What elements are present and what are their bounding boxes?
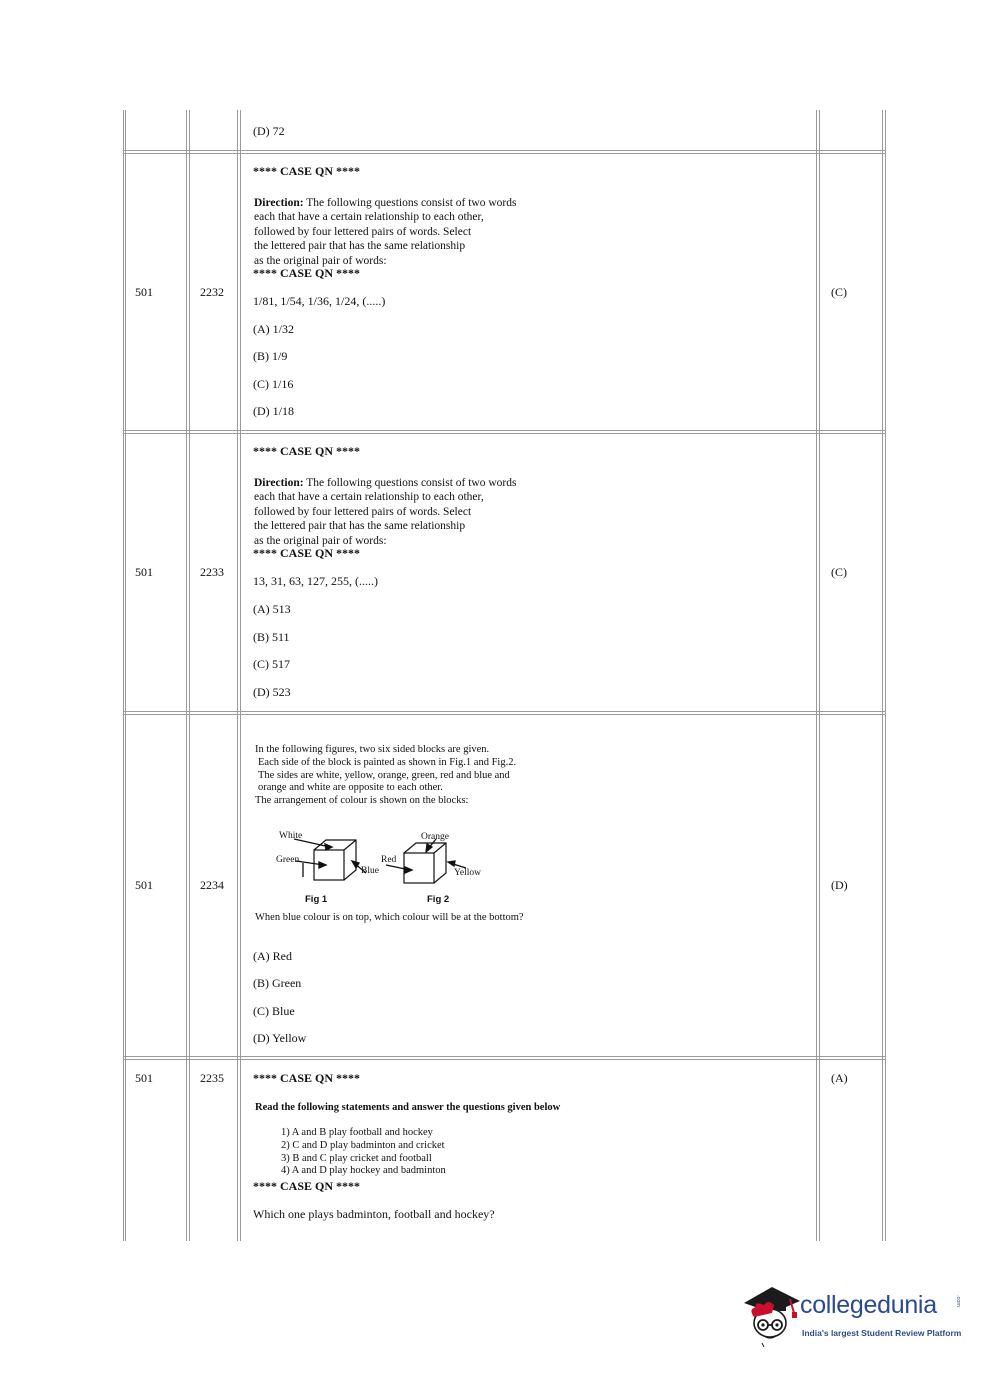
table-border (125, 110, 126, 1241)
table-border (186, 110, 187, 1241)
direction-line: as the original pair of words: (254, 534, 387, 547)
logo-tagline: India's largest Student Review Platform (802, 1328, 962, 1338)
answer-key: (C) (831, 285, 847, 299)
collegedunia-logo[interactable] (742, 1283, 972, 1353)
label-white: White (279, 831, 303, 841)
direction-block (254, 476, 516, 548)
logo-suffix: .com (955, 1295, 961, 1307)
direction-line: the lettered pair that has the same relationship (254, 520, 466, 533)
direction-line: The following questions consist of two words (303, 197, 517, 209)
label-red: Red (381, 855, 397, 865)
intro-line: The arrangement of colour is shown on the blocks: (255, 795, 469, 807)
question-number: 2233 (200, 565, 224, 579)
option-c: (C) 1/16 (253, 377, 294, 391)
case-header: **** CASE QN **** (253, 1071, 361, 1085)
answer-key: (A) (831, 1071, 848, 1085)
answer-key: (C) (831, 565, 847, 579)
logo-wordmark: collegedunia (800, 1291, 937, 1319)
statement: 2) C and D play badminton and cricket (281, 1139, 445, 1151)
option-a: (A) 1/32 (253, 322, 294, 336)
question-text: 13, 31, 63, 127, 255, (.....) (253, 574, 378, 588)
direction-label: Direction: (254, 477, 304, 489)
table-border (123, 714, 886, 715)
table-border (816, 110, 817, 1241)
direction-line: followed by four lettered pairs of words. Select (254, 505, 472, 518)
figure-intro (255, 744, 516, 808)
answer-key: (D) (831, 878, 848, 892)
paper-code: 501 (135, 878, 153, 892)
question-text: 1/81, 1/54, 1/36, 1/24, (.....) (253, 294, 386, 308)
direction-line: the lettered pair that has the same relationship (254, 240, 466, 253)
intro-line: In the following figures, two six sided blocks are given. (255, 744, 490, 755)
direction-line: followed by four lettered pairs of words. Select (254, 225, 472, 238)
table-border (123, 110, 124, 1241)
option-c: (C) Blue (253, 1004, 295, 1018)
option-d: (D) 523 (253, 685, 291, 699)
label-orange: Orange (421, 832, 449, 842)
option-b: (B) 1/9 (253, 349, 288, 363)
fig1-cube (314, 840, 356, 880)
option-text: (D) 72 (253, 124, 285, 138)
table-border (240, 110, 241, 1241)
statement: 4) A and D play hockey and badminton (281, 1165, 446, 1177)
table-border (123, 153, 886, 154)
question-text: Which one plays badminton, football and hockey? (253, 1207, 495, 1221)
option-c: (C) 517 (253, 657, 290, 671)
label-blue: Blue (361, 866, 379, 876)
question-number: 2234 (200, 878, 224, 892)
table-border (882, 110, 883, 1241)
case-footer: **** CASE QN **** (253, 266, 361, 280)
case-footer: **** CASE QN **** (253, 1179, 361, 1193)
question-number: 2235 (200, 1071, 224, 1085)
statement-list (281, 1127, 446, 1178)
table-border (123, 430, 886, 431)
intro-line: orange and white are opposite to each other. (258, 782, 443, 794)
table-border (123, 1059, 886, 1060)
table-border (123, 1056, 886, 1057)
statement: 3) B and C play cricket and football (281, 1152, 432, 1164)
question-number: 2232 (200, 285, 224, 299)
case-header: **** CASE QN **** (253, 444, 361, 458)
fig2-caption: Fig 2 (427, 894, 450, 905)
table-border (189, 110, 190, 1241)
table-border (123, 150, 886, 151)
direction-line: each that have a certain relationship to each other, (254, 211, 484, 224)
direction-line: each that have a certain relationship to each other, (254, 491, 484, 504)
option-b: (B) 511 (253, 630, 290, 644)
fig1-caption: Fig 1 (305, 894, 328, 905)
instruction-text: Read the following statements and answer the questions given below (255, 1102, 561, 1113)
option-d: (D) Yellow (253, 1031, 307, 1045)
direction-line: as the original pair of words: (254, 254, 387, 267)
intro-line: The sides are white, yellow, orange, green, red and blue and (258, 769, 510, 781)
table-border (123, 433, 886, 434)
case-footer: **** CASE QN **** (253, 546, 361, 560)
option-d: (D) 1/18 (253, 404, 294, 418)
table-border (237, 110, 238, 1241)
fig2-cube (404, 843, 446, 883)
option-b: (B) Green (253, 976, 302, 990)
option-a: (A) 513 (253, 602, 291, 616)
direction-line: The following questions consist of two words (303, 477, 517, 489)
case-header: **** CASE QN **** (253, 164, 361, 178)
paper-code: 501 (135, 565, 153, 579)
option-a: (A) Red (253, 949, 292, 963)
intro-line: Each side of the block is painted as shown in Fig.1 and Fig.2. (258, 756, 517, 768)
label-green: Green (276, 855, 300, 865)
direction-label: Direction: (254, 197, 304, 209)
paper-code: 501 (135, 285, 153, 299)
direction-block (254, 196, 516, 268)
table-border (123, 711, 886, 712)
question-text: When blue colour is on top, which colour will be at the bottom? (255, 912, 524, 923)
table-border (819, 110, 820, 1241)
mascot-icon (742, 1283, 802, 1349)
statement: 1) A and B play football and hockey (281, 1127, 433, 1138)
label-yellow: Yellow (454, 868, 482, 878)
paper-code: 501 (135, 1071, 153, 1085)
table-border (885, 110, 886, 1241)
